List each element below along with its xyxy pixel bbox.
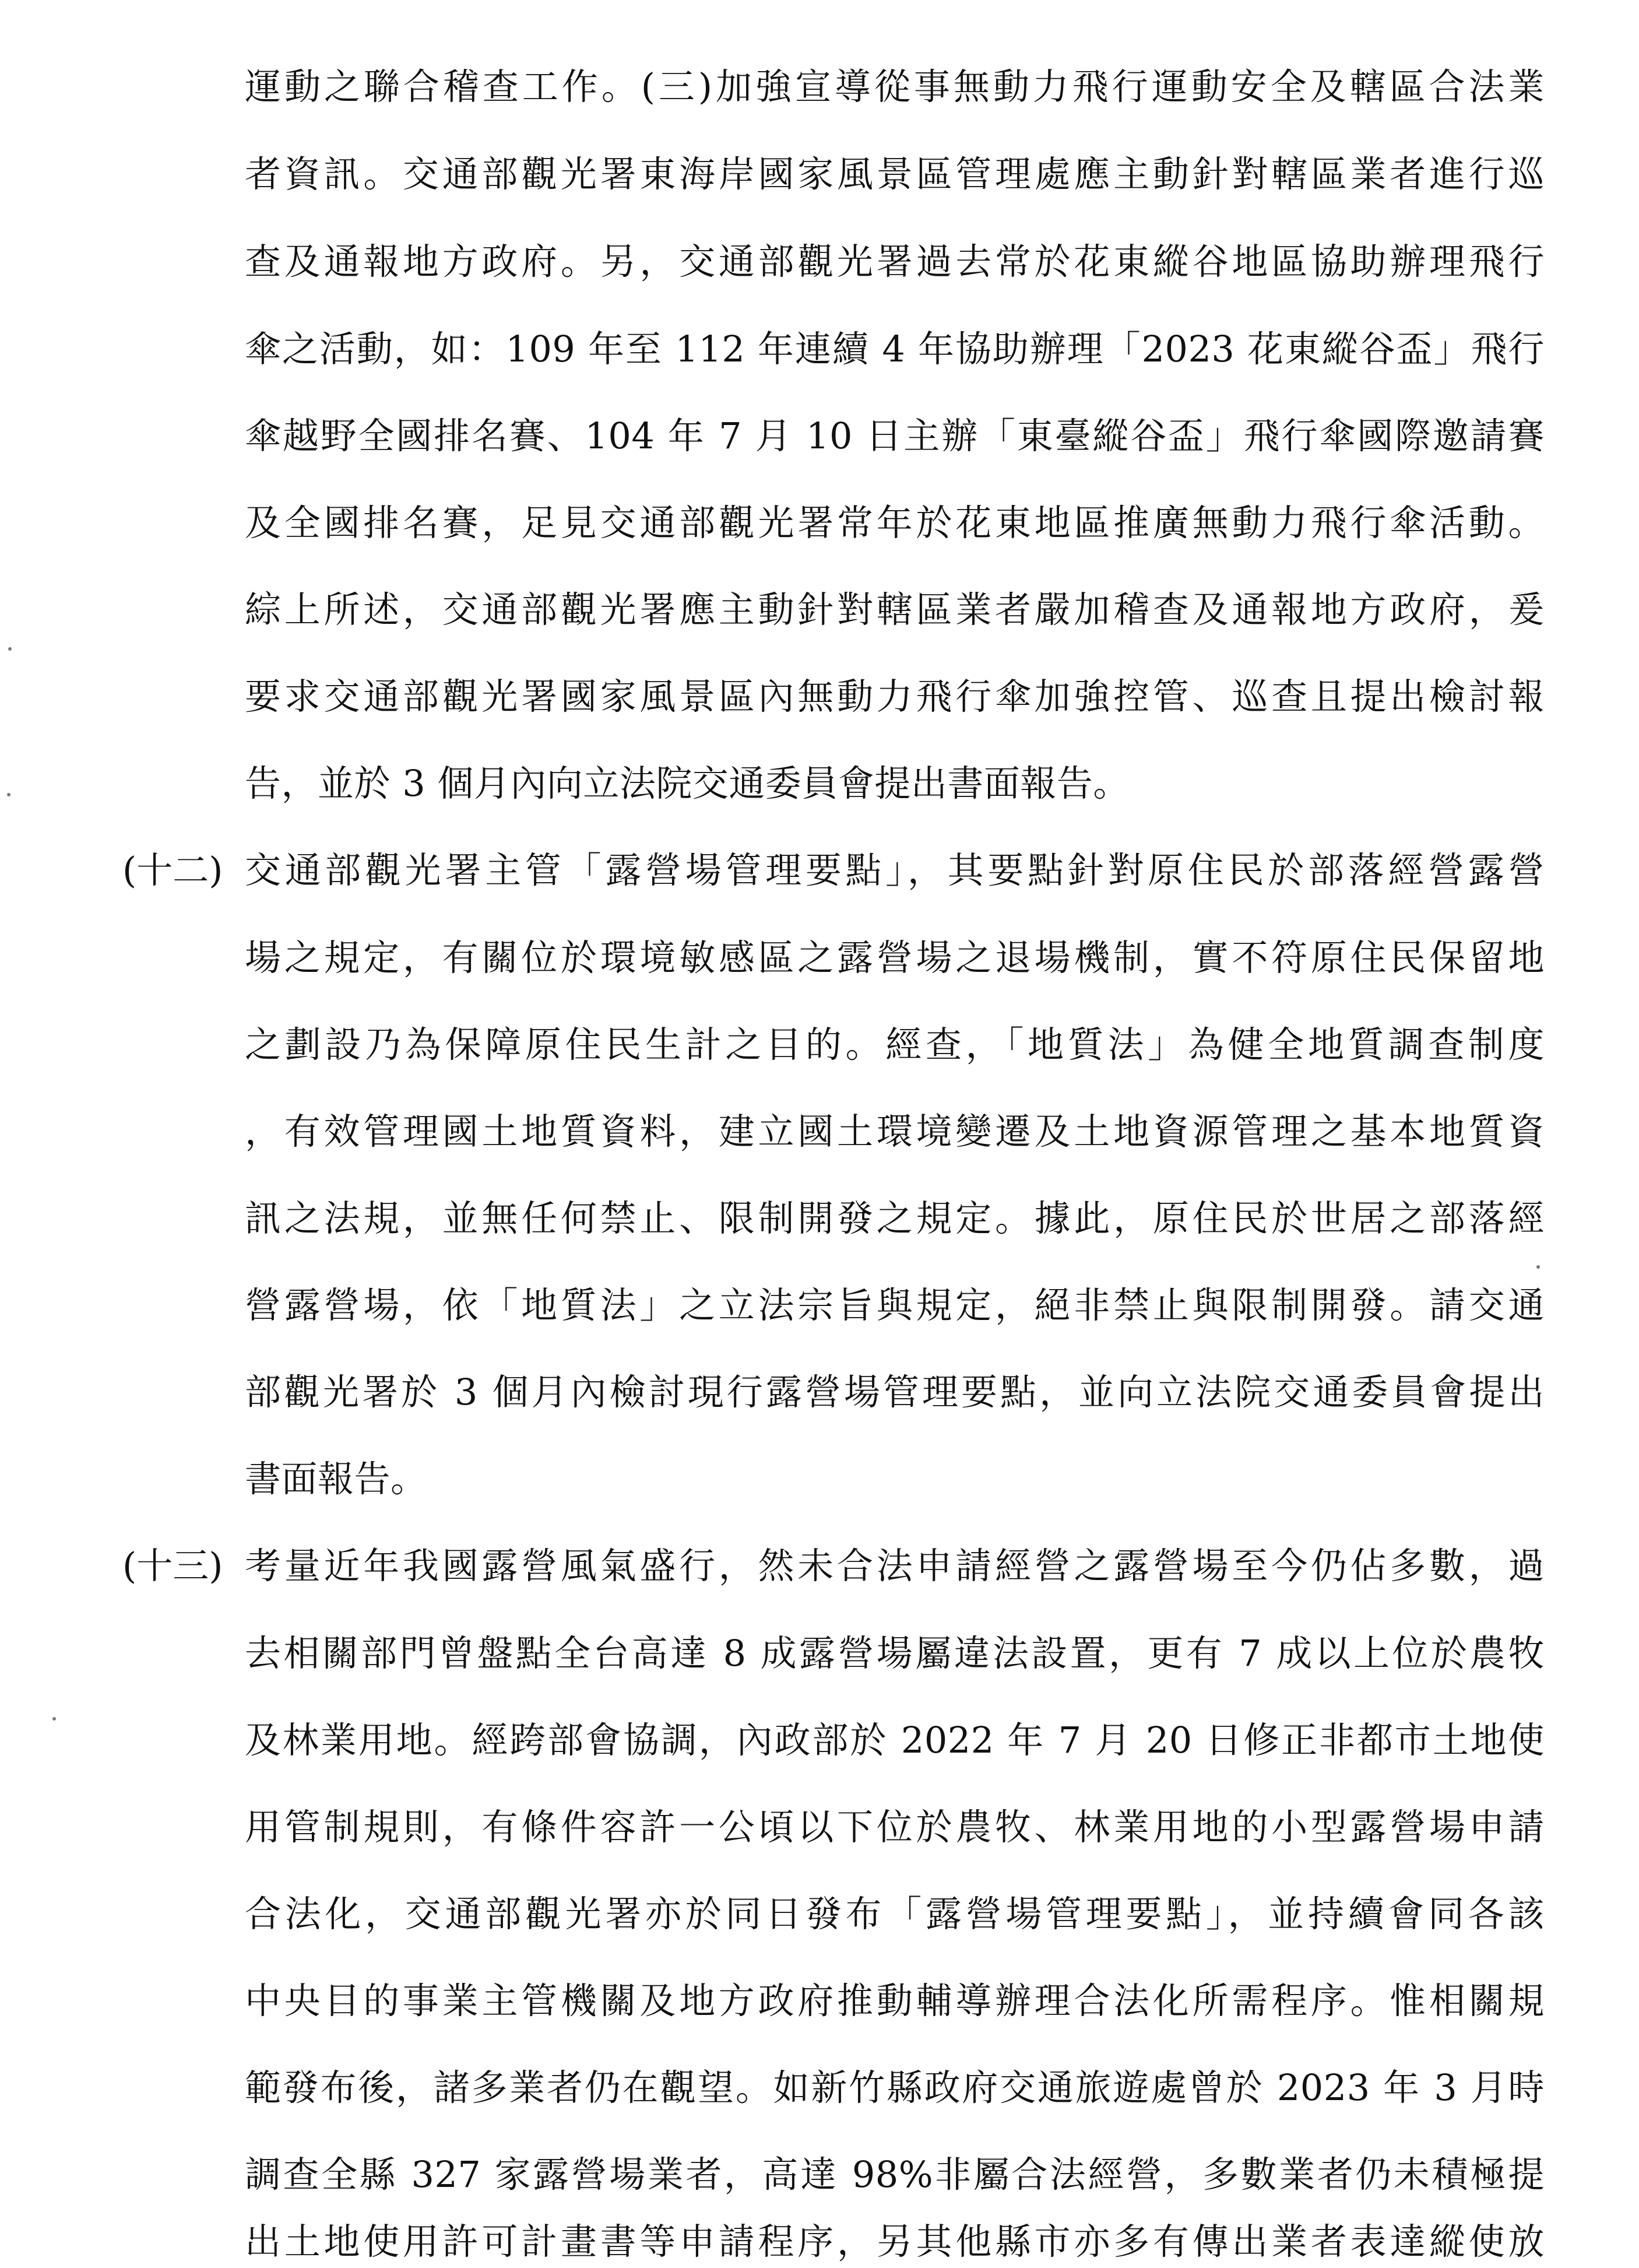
text-line: 告，並於 3 個月內向立法院交通委員會提出書面報告。: [245, 762, 1130, 805]
text-line: 中央目的事業主管機關及地方政府推動輔導辦理合法化所需程序。惟相關規: [245, 1979, 1545, 2022]
text-line: 交通部觀光署主管「露營場管理要點」，其要點針對原住民於部落經營露營: [245, 849, 1545, 891]
text-line: 傘越野全國排名賽、104 年 7 月 10 日主辦「東臺縱谷盃」飛行傘國際邀請賽: [245, 415, 1545, 457]
text-line: 營露營場，依「地質法」之立法宗旨與規定，絕非禁止與限制開發。請交通: [245, 1284, 1545, 1326]
text-line: 訊之法規，並無任何禁止、限制開發之規定。據此，原住民於世居之部落經: [245, 1197, 1545, 1240]
item-number-label: (十二): [122, 849, 223, 891]
text-line: 場之規定，有關位於環境敏感區之露營場之退場機制，實不符原住民保留地: [245, 936, 1545, 979]
text-line: 查及通報地方政府。另，交通部觀光署過去常於花東縱谷地區協助辦理飛行: [245, 240, 1545, 283]
text-line: 者資訊。交通部觀光署東海岸國家風景區管理處應主動針對轄區業者進行巡: [245, 153, 1545, 195]
text-line: 範發布後，諸多業者仍在觀望。如新竹縣政府交通旅遊處曾於 2023 年 3 月時: [245, 2066, 1545, 2109]
text-line: 及林業用地。經跨部會協調，內政部於 2022 年 7 月 20 日修正非都市土地使: [245, 1719, 1545, 1761]
text-line: 運動之聯合稽查工作。(三)加強宣導從事無動力飛行運動安全及轄區合法業: [245, 65, 1545, 108]
text-line: 書面報告。: [245, 1458, 427, 1500]
text-line: 之劃設乃為保障原住民生計之目的。經查，「地質法」為健全地質調查制度: [245, 1023, 1545, 1066]
text-line: 出土地使用許可計畫書等申請程序，另其他縣市亦多有傳出業者表達縱使放: [245, 2220, 1545, 2263]
scan-speck: [1536, 1265, 1540, 1269]
text-line: 傘之活動，如：109 年至 112 年連續 4 年協助辦理「2023 花東縱谷盃」飛行: [245, 328, 1545, 370]
text-line: 合法化，交通部觀光署亦於同日發布「露營場管理要點」，並持續會同各該: [245, 1893, 1545, 1935]
text-line: 去相關部門曾盤點全台高達 8 成露營場屬違法設置，更有 7 成以上位於農牧: [245, 1632, 1545, 1674]
text-line: 要求交通部觀光署國家風景區內無動力飛行傘加強控管、巡查且提出檢討報: [245, 675, 1545, 718]
text-line: 部觀光署於 3 個月內檢討現行露營場管理要點，並向立法院交通委員會提出: [245, 1371, 1545, 1413]
text-line: 及全國排名賽，足見交通部觀光署常年於花東地區推廣無動力飛行傘活動。: [245, 501, 1545, 544]
text-line: 用管制規則，有條件容許一公頃以下位於農牧、林業用地的小型露營場申請: [245, 1806, 1545, 1848]
text-line: 綜上所述，交通部觀光署應主動針對轄區業者嚴加稽查及通報地方政府，爰: [245, 588, 1545, 631]
text-line: 考量近年我國露營風氣盛行，然未合法申請經營之露營場至今仍佔多數，過: [245, 1544, 1545, 1587]
item-number-label: (十三): [122, 1544, 223, 1587]
text-line: 調查全縣 327 家露營場業者，高達 98%非屬合法經營，多數業者仍未積極提: [245, 2153, 1545, 2196]
scan-speck: [52, 1717, 56, 1721]
scan-speck: [7, 793, 10, 796]
text-line: ，有效管理國土地質資料，建立國土環境變遷及土地資源管理之基本地質資: [245, 1110, 1545, 1153]
scan-speck: [8, 647, 12, 651]
